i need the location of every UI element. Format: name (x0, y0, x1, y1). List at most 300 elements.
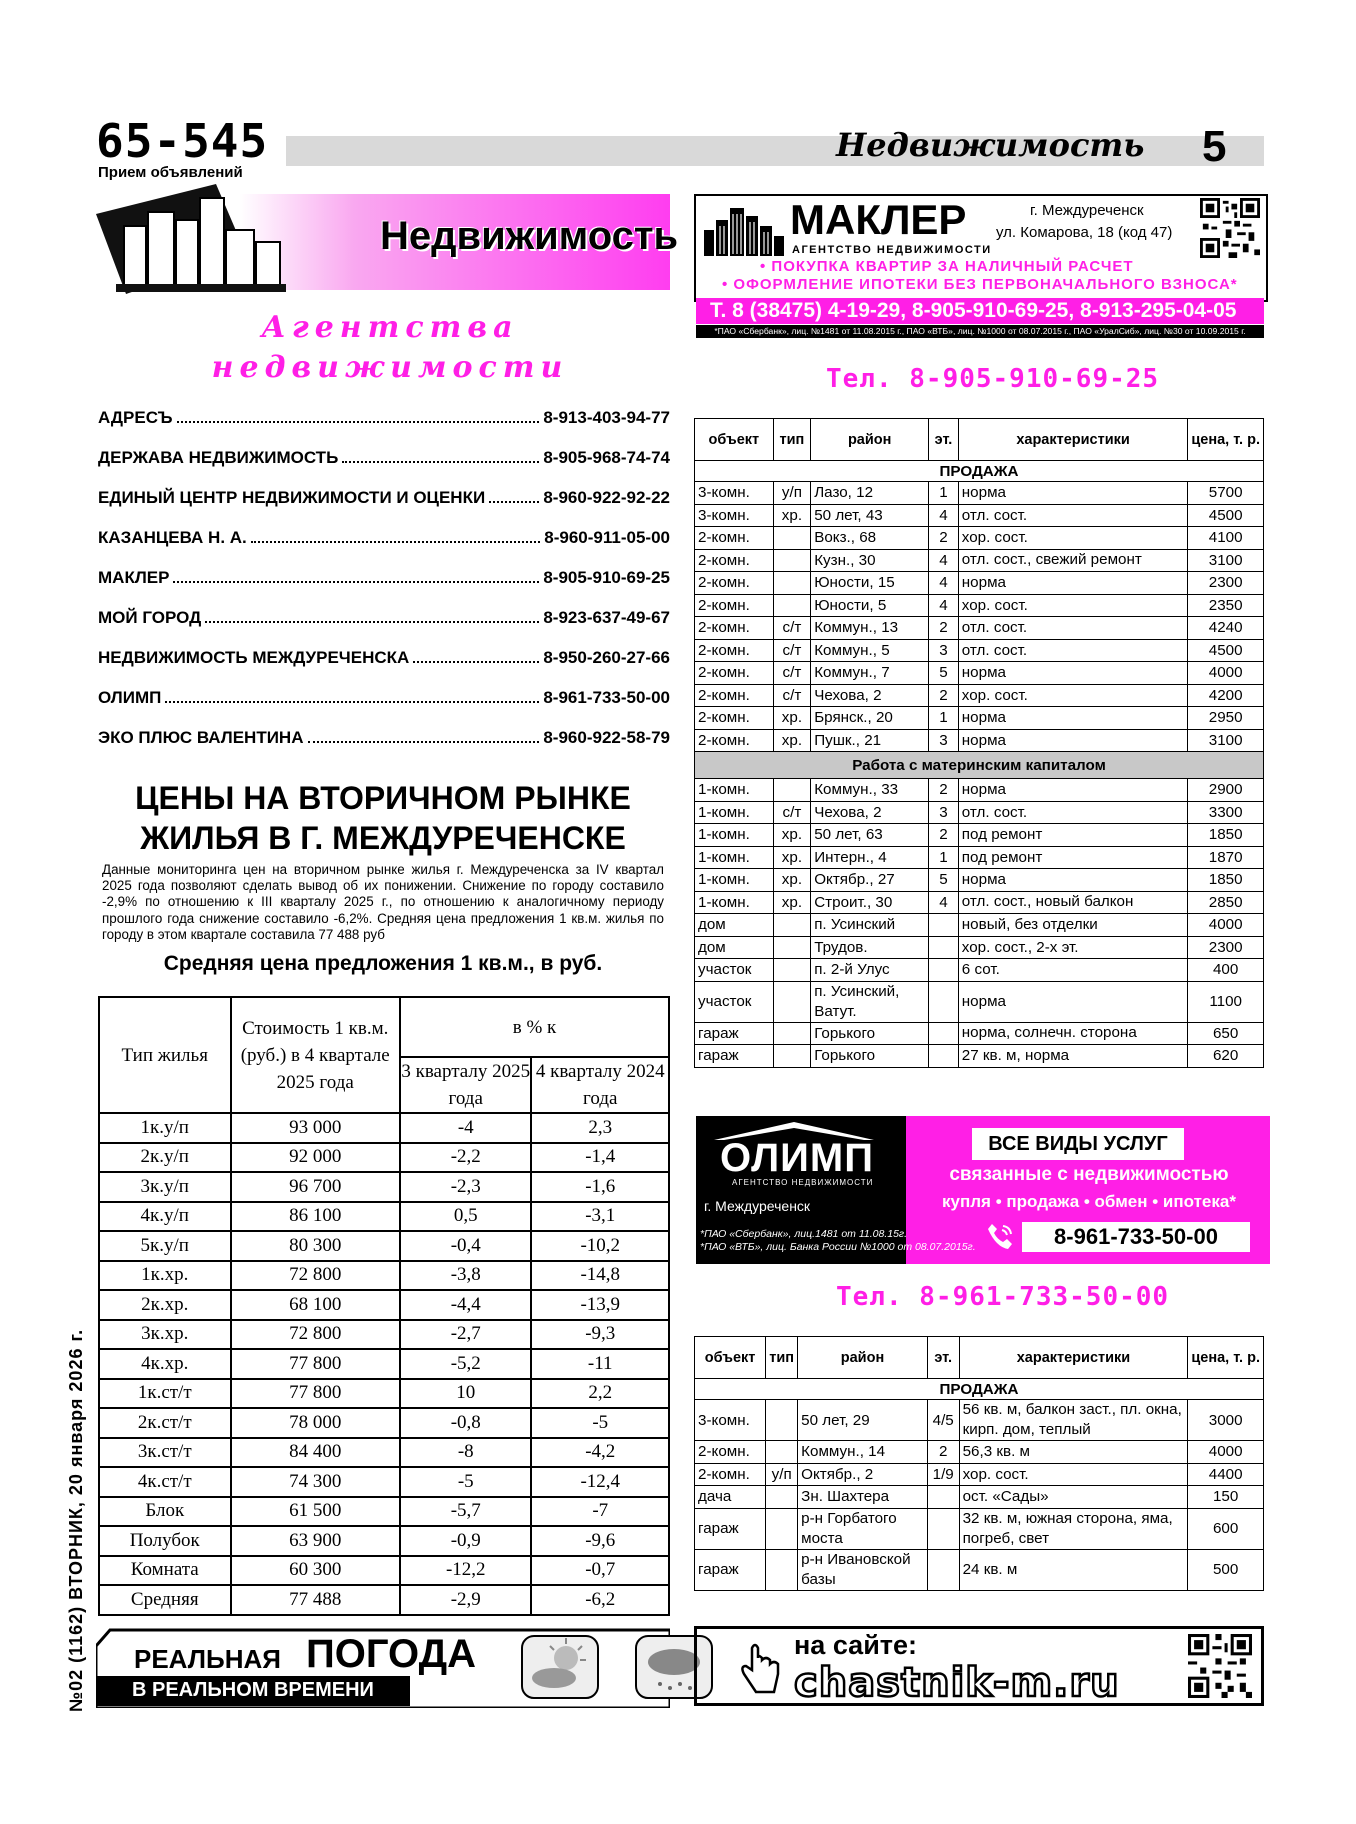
table-cell: -5 (531, 1408, 669, 1438)
table-cell: -12,4 (531, 1467, 669, 1497)
table-cell: норма (958, 482, 1188, 505)
table-cell (766, 1400, 798, 1441)
table-cell (773, 1022, 811, 1045)
table-cell: 5 (929, 662, 959, 685)
agency-row: ЭКО ПЛЮС ВАЛЕНТИНА 8-960-922-58-79 (98, 728, 670, 747)
table-cell: 24 кв. м (959, 1549, 1188, 1590)
prices-header-q4: 4 кварталу 2024 года (531, 1057, 669, 1113)
table-cell: 2 (929, 684, 959, 707)
table-cell: Юности, 15 (811, 572, 929, 595)
table-cell: Чехова, 2 (811, 684, 929, 707)
table-cell: Зн. Шахтера (798, 1486, 928, 1509)
table-cell: Горького (811, 1045, 929, 1068)
banner-title: Недвижимость (380, 214, 679, 258)
table-cell: с/т (773, 801, 811, 824)
table-cell: 80 300 (231, 1231, 400, 1261)
table-cell: дом (695, 936, 774, 959)
site-url[interactable]: chastnik-m.ru (794, 1660, 1120, 1706)
olimp-services: ВСЕ ВИДЫ УСЛУГ (972, 1128, 1184, 1160)
table-cell: 63 900 (231, 1526, 400, 1556)
table-cell: -4,2 (531, 1438, 669, 1468)
table-cell: 4 (929, 572, 959, 595)
table-cell (929, 1022, 959, 1045)
agency-row: ОЛИМП 8-961-733-50-00 (98, 688, 670, 707)
table-row (99, 1408, 669, 1438)
table-cell: 2,2 (531, 1379, 669, 1409)
table-cell: -0,9 (400, 1526, 532, 1556)
table-cell: 32 кв. м, южная сторона, яма, погреб, свет (959, 1508, 1188, 1549)
table-cell: хр. (773, 729, 811, 752)
olimp-city: г. Междуреченск (704, 1198, 811, 1214)
table-cell: 2 (929, 779, 959, 802)
table-cell: 2-комн. (695, 527, 774, 550)
makler-offer-1: • ПОКУПКА КВАРТИР ЗА НАЛИЧНЫЙ РАСЧЕТ (760, 258, 1134, 275)
table-cell: -3,1 (531, 1202, 669, 1232)
table-cell: Коммун., 5 (811, 639, 929, 662)
table-cell: Блок (99, 1497, 231, 1527)
table-cell: 4 (929, 891, 959, 914)
table-cell: 68 100 (231, 1290, 400, 1320)
olimp-phone: 8-961-733-50-00 (1022, 1222, 1250, 1252)
table-row (695, 594, 1264, 617)
table-row (99, 1172, 669, 1202)
table-cell: -7 (531, 1497, 669, 1527)
table-cell: 92 000 (231, 1143, 400, 1173)
table-cell: 1-комн. (695, 824, 774, 847)
table-header-row (695, 419, 1264, 461)
table-cell: 600 (1188, 1508, 1264, 1549)
table-cell: 2350 (1188, 594, 1264, 617)
table-cell (773, 959, 811, 982)
table-cell: 650 (1188, 1022, 1264, 1045)
table-row (695, 1441, 1264, 1464)
table-cell: -14,8 (531, 1261, 669, 1291)
weather-realtime: В РЕАЛЬНОМ ВРЕМЕНИ (132, 1679, 374, 1701)
table-cell: Октябр., 27 (811, 869, 929, 892)
table-row (695, 549, 1264, 572)
table-cell (929, 981, 959, 1022)
table-cell: 2 (929, 824, 959, 847)
table-row (695, 1045, 1264, 1068)
table-cell: Юности, 5 (811, 594, 929, 617)
table-cell: 72 800 (231, 1320, 400, 1350)
table-cell: 3-комн. (695, 482, 774, 505)
table-cell (929, 1045, 959, 1068)
table-cell: новый, без отделки (958, 914, 1188, 937)
table-cell (773, 981, 811, 1022)
table-cell: -8 (400, 1438, 532, 1468)
table-cell: -5,7 (400, 1497, 532, 1527)
table-cell: 96 700 (231, 1172, 400, 1202)
prices-header-cost: Стоимость 1 кв.м. (руб.) в 4 квартале 2025 года (231, 997, 400, 1113)
prices-table (98, 996, 670, 1616)
table-row (99, 1202, 669, 1232)
table-cell: хр. (773, 504, 811, 527)
table-row (695, 891, 1264, 914)
table-cell: норма, солнечн. сторона (958, 1022, 1188, 1045)
table-header-cell: объект (695, 419, 774, 461)
table-cell: 2300 (1188, 572, 1264, 595)
table-cell: -3,8 (400, 1261, 532, 1291)
table-cell: 150 (1188, 1486, 1264, 1509)
table-cell: 2-комн. (695, 1441, 766, 1464)
table-row (695, 482, 1264, 505)
table-header-cell: цена, т. р. (1188, 1337, 1264, 1379)
table-row (695, 504, 1264, 527)
table-cell: 2950 (1188, 707, 1264, 730)
table-cell (929, 914, 959, 937)
makler-license: *ПАО «Сбербанк», лиц. №1481 от 11.08.2015 г., ПАО «ВТБ», лиц. №1000 от 08.07.2015 г., ПАО «УралСиб», лиц. №30 от 10.09.2015 г. (696, 325, 1264, 338)
table-cell: с/т (773, 662, 811, 685)
table-cell: хр. (773, 891, 811, 914)
agency-row: КАЗАНЦЕВА Н. А. 8-960-911-05-00 (98, 528, 670, 547)
table-cell: 3 (929, 639, 959, 662)
makler-offer-2: • ОФОРМЛЕНИЕ ИПОТЕКИ БЕЗ ПЕРВОНАЧАЛЬНОГО ВЗНОСА* (722, 276, 1238, 293)
makler-city: г. Междуреченск (1030, 202, 1144, 219)
table-cell: 2к.хр. (99, 1290, 231, 1320)
table-cell: -2,3 (400, 1172, 532, 1202)
table-cell: отл. сост. (958, 617, 1188, 640)
table-row (695, 936, 1264, 959)
table-cell: -2,7 (400, 1320, 532, 1350)
olimp-agency-caption: АГЕНТСТВО НЕДВИЖИМОСТИ (732, 1178, 874, 1187)
table-cell: 2-комн. (695, 617, 774, 640)
table-cell: 1к.ст/т (99, 1379, 231, 1409)
table-cell: Горького (811, 1022, 929, 1045)
table-cell: 72 800 (231, 1261, 400, 1291)
table-cell: 1/9 (927, 1463, 959, 1486)
section-label: ПРОДАЖА (695, 1379, 1264, 1400)
table-cell: 3100 (1188, 729, 1264, 752)
table-cell: Коммун., 14 (798, 1441, 928, 1464)
table-cell: гараж (695, 1549, 766, 1590)
table-cell: с/т (773, 639, 811, 662)
table-row (99, 1379, 669, 1409)
table-cell: 1 (929, 846, 959, 869)
page-number: 5 (1202, 122, 1227, 171)
section-label: Работа с материнским капиталом (695, 752, 1264, 779)
table-cell: 2 (927, 1441, 959, 1464)
table-cell: 77 800 (231, 1349, 400, 1379)
olimp-tel: Тел. 8-961-733-50-00 (836, 1282, 1170, 1312)
table-cell: -2,9 (400, 1585, 532, 1615)
table-cell: 3300 (1188, 801, 1264, 824)
agency-row: НЕДВИЖИМОСТЬ МЕЖДУРЕЧЕНСКА 8-950-260-27-66 (98, 648, 670, 667)
table-cell: 77 488 (231, 1585, 400, 1615)
table-row (695, 707, 1264, 730)
table-cell: -1,4 (531, 1143, 669, 1173)
table-row (99, 1526, 669, 1556)
agency-row: ДЕРЖАВА НЕДВИЖИМОСТЬ 8-905-968-74-74 (98, 448, 670, 467)
table-cell: 1-комн. (695, 779, 774, 802)
table-cell: -4,4 (400, 1290, 532, 1320)
table-cell: 2 (929, 617, 959, 640)
table-cell: -6,2 (531, 1585, 669, 1615)
prices-title-line1: ЦЕНЫ НА ВТОРИЧНОМ РЫНКЕ (135, 780, 631, 816)
table-cell: под ремонт (958, 846, 1188, 869)
table-cell: норма (958, 707, 1188, 730)
table-cell: хор. сост., 2-х эт. (958, 936, 1188, 959)
table-cell: 2-комн. (695, 662, 774, 685)
olimp-license-2: *ПАО «ВТБ», лиц. Банка России №1000 от 08.07.2015г. (700, 1241, 976, 1253)
table-cell (773, 779, 811, 802)
table-cell: Вокз., 68 (811, 527, 929, 550)
table-cell: 3 (929, 801, 959, 824)
table-cell: хор. сост. (958, 527, 1188, 550)
table-cell: 3-комн. (695, 1400, 766, 1441)
table-cell: норма (958, 869, 1188, 892)
section-row (695, 461, 1264, 482)
table-cell: 10 (400, 1379, 532, 1409)
table-cell: 1100 (1188, 981, 1264, 1022)
table-header-cell: объект (695, 1337, 766, 1379)
table-cell (773, 1045, 811, 1068)
building-icon (702, 202, 786, 258)
makler-listings-body (695, 461, 1264, 1068)
weather-pogoda: ПОГОДА (306, 1632, 476, 1676)
table-row (695, 1508, 1264, 1549)
table-cell: -0,4 (400, 1231, 532, 1261)
table-cell: участок (695, 981, 774, 1022)
table-cell: 2-комн. (695, 639, 774, 662)
table-cell: 4 (929, 549, 959, 572)
table-row (695, 779, 1264, 802)
makler-name: МАКЛЕР (790, 196, 967, 243)
table-cell: Коммун., 33 (811, 779, 929, 802)
table-cell: 78 000 (231, 1408, 400, 1438)
table-cell: 60 300 (231, 1556, 400, 1586)
table-header-cell: характеристики (959, 1337, 1188, 1379)
table-cell: 1 (929, 482, 959, 505)
table-header-cell: тип (773, 419, 811, 461)
table-header-cell: эт. (927, 1337, 959, 1379)
table-cell: 620 (1188, 1045, 1264, 1068)
table-cell: норма (958, 779, 1188, 802)
table-cell: 2,3 (531, 1113, 669, 1143)
table-cell: Средняя (99, 1585, 231, 1615)
table-cell: 86 100 (231, 1202, 400, 1232)
table-row (695, 1486, 1264, 1509)
table-cell: п. Усинский (811, 914, 929, 937)
table-cell (927, 1486, 959, 1509)
table-cell (773, 914, 811, 937)
table-cell: 500 (1188, 1549, 1264, 1590)
table-cell: 3000 (1188, 1400, 1264, 1441)
table-cell: 2-комн. (695, 729, 774, 752)
olimp-services-2: связанные с недвижимостью (949, 1164, 1229, 1185)
agency-row: АДРЕСЪ 8-913-403-94-77 (98, 408, 670, 427)
table-cell: 4к.хр. (99, 1349, 231, 1379)
table-cell: -10,2 (531, 1231, 669, 1261)
table-cell: 1870 (1188, 846, 1264, 869)
qr-code-icon (1200, 198, 1260, 258)
table-row (695, 824, 1264, 847)
olimp-listings-table (694, 1336, 1264, 1591)
table-cell: дом (695, 914, 774, 937)
table-cell: 2-комн. (695, 572, 774, 595)
table-cell: отл. сост., новый балкон (958, 891, 1188, 914)
table-row (695, 527, 1264, 550)
section-row (695, 1379, 1264, 1400)
table-cell: 3 (929, 729, 959, 752)
table-cell: гараж (695, 1508, 766, 1549)
makler-phones: Т. 8 (38475) 4-19-29, 8-905-910-69-25, 8-913-295-04-05 (696, 298, 1264, 324)
table-cell: 77 800 (231, 1379, 400, 1409)
table-cell: отл. сост. (958, 504, 1188, 527)
table-cell: отл. сост. (958, 639, 1188, 662)
table-cell (929, 936, 959, 959)
table-cell: гараж (695, 1045, 774, 1068)
table-row (99, 1320, 669, 1350)
site-label: на сайте: (794, 1630, 918, 1660)
table-cell: 1850 (1188, 824, 1264, 847)
table-cell: -0,7 (531, 1556, 669, 1586)
table-row (695, 959, 1264, 982)
table-cell: 3-комн. (695, 504, 774, 527)
table-row (695, 639, 1264, 662)
table-cell: 4000 (1188, 914, 1264, 937)
table-cell: -9,6 (531, 1526, 669, 1556)
agency-row: ЕДИНЫЙ ЦЕНТР НЕДВИЖИМОСТИ И ОЦЕНКИ 8-960-922-92-22 (98, 488, 670, 507)
table-row (695, 617, 1264, 640)
table-cell: 0,5 (400, 1202, 532, 1232)
table-cell: Чехова, 2 (811, 801, 929, 824)
table-cell: Кузн., 30 (811, 549, 929, 572)
olimp-listings-body (695, 1379, 1264, 1591)
table-cell: Трудов. (811, 936, 929, 959)
table-row (99, 1143, 669, 1173)
table-cell: 3к.ст/т (99, 1438, 231, 1468)
table-cell: отл. сост. (958, 801, 1188, 824)
agencies-heading (200, 308, 580, 388)
ad-phone: 65-545 (96, 114, 269, 168)
table-cell: -2,2 (400, 1143, 532, 1173)
table-row (99, 1467, 669, 1497)
table-cell: 4000 (1188, 662, 1264, 685)
table-row (99, 1290, 669, 1320)
table-cell: 2850 (1188, 891, 1264, 914)
table-cell (773, 527, 811, 550)
table-cell: 1-комн. (695, 846, 774, 869)
table-header-cell: район (798, 1337, 928, 1379)
table-cell: 50 лет, 63 (811, 824, 929, 847)
table-cell: 2-комн. (695, 707, 774, 730)
issue-info: №02 (1162) ВТОРНИК, 20 января 2026 г. (66, 1328, 86, 1712)
table-cell (766, 1508, 798, 1549)
table-cell: Коммун., 7 (811, 662, 929, 685)
table-row (695, 846, 1264, 869)
table-cell: Лазо, 12 (811, 482, 929, 505)
table-cell: 93 000 (231, 1113, 400, 1143)
makler-address: ул. Комарова, 18 (код 47) (996, 224, 1173, 241)
ad-phone-caption: Прием объявлений (98, 164, 243, 181)
table-cell: 84 400 (231, 1438, 400, 1468)
table-cell: хр. (773, 846, 811, 869)
table-cell: 27 кв. м, норма (958, 1045, 1188, 1068)
table-cell: -13,9 (531, 1290, 669, 1320)
table-cell: 50 лет, 29 (798, 1400, 928, 1441)
olimp-name: ОЛИМП (720, 1136, 875, 1180)
prices-title-line2: ЖИЛЬЯ В Г. МЕЖДУРЕЧЕНСКЕ (140, 820, 626, 856)
table-cell: -4 (400, 1113, 532, 1143)
table-cell: Полубок (99, 1526, 231, 1556)
table-row (99, 1349, 669, 1379)
table-cell: 4400 (1188, 1463, 1264, 1486)
table-cell: Пушк., 21 (811, 729, 929, 752)
table-cell: Брянск., 20 (811, 707, 929, 730)
table-cell: 4 (929, 594, 959, 617)
table-row (695, 572, 1264, 595)
table-row (695, 1463, 1264, 1486)
table-cell: 2 (929, 527, 959, 550)
table-header-row (695, 1337, 1264, 1379)
table-cell: п. 2-й Улус (811, 959, 929, 982)
table-cell: хр. (773, 824, 811, 847)
table-cell (773, 936, 811, 959)
table-cell: 4500 (1188, 504, 1264, 527)
table-cell: 1 (929, 707, 959, 730)
table-cell: 4000 (1188, 1441, 1264, 1464)
table-cell: -0,8 (400, 1408, 532, 1438)
table-cell: гараж (695, 1022, 774, 1045)
table-header-cell: цена, т. р. (1188, 419, 1264, 461)
table-cell (773, 594, 811, 617)
table-cell: хор. сост. (959, 1463, 1188, 1486)
prices-header-pct: в % к (400, 997, 669, 1057)
makler-listings-table (694, 418, 1264, 1068)
table-header-cell: тип (766, 1337, 798, 1379)
table-cell: 4к.ст/т (99, 1467, 231, 1497)
table-cell (766, 1486, 798, 1509)
table-row (99, 1585, 669, 1615)
table-cell: р-н Ивановской базы (798, 1549, 928, 1590)
table-cell: 74 300 (231, 1467, 400, 1497)
section-label: ПРОДАЖА (695, 461, 1264, 482)
table-cell: п. Усинский, Ватут. (811, 981, 929, 1022)
table-cell: 56 кв. м, балкон заст., пл. окна, кирп. дом, теплый (959, 1400, 1188, 1441)
table-cell: хр. (773, 707, 811, 730)
table-cell: норма (958, 572, 1188, 595)
sun-cloud-icon (520, 1634, 600, 1700)
table-cell: 1-комн. (695, 869, 774, 892)
table-cell: с/т (773, 617, 811, 640)
table-header-cell: район (811, 419, 929, 461)
table-cell: 2к.у/п (99, 1143, 231, 1173)
makler-tel: Тел. 8-905-910-69-25 (826, 364, 1160, 394)
table-cell: Октябр., 2 (798, 1463, 928, 1486)
agencies-heading-line2: недвижимости (211, 350, 569, 385)
table-row (99, 1261, 669, 1291)
table-cell: 2-комн. (695, 684, 774, 707)
prices-header-q3: 3 кварталу 2025 года (400, 1057, 532, 1113)
table-cell: у/п (773, 482, 811, 505)
table-cell: 2-комн. (695, 594, 774, 617)
agency-row: МОЙ ГОРОД 8-923-637-49-67 (98, 608, 670, 627)
table-cell: 5700 (1188, 482, 1264, 505)
table-cell: 61 500 (231, 1497, 400, 1527)
table-cell: -5,2 (400, 1349, 532, 1379)
agencies-heading-line1: Агентства (261, 310, 519, 345)
table-cell: 6 сот. (958, 959, 1188, 982)
table-cell: Строит., 30 (811, 891, 929, 914)
table-cell: 2300 (1188, 936, 1264, 959)
prices-subtitle: Средняя цена предложения 1 кв.м., в руб. (163, 952, 603, 975)
table-cell: норма (958, 981, 1188, 1022)
table-row (695, 1400, 1264, 1441)
table-header-cell: характеристики (958, 419, 1188, 461)
table-cell: Интерн., 4 (811, 846, 929, 869)
table-cell: 1к.у/п (99, 1113, 231, 1143)
